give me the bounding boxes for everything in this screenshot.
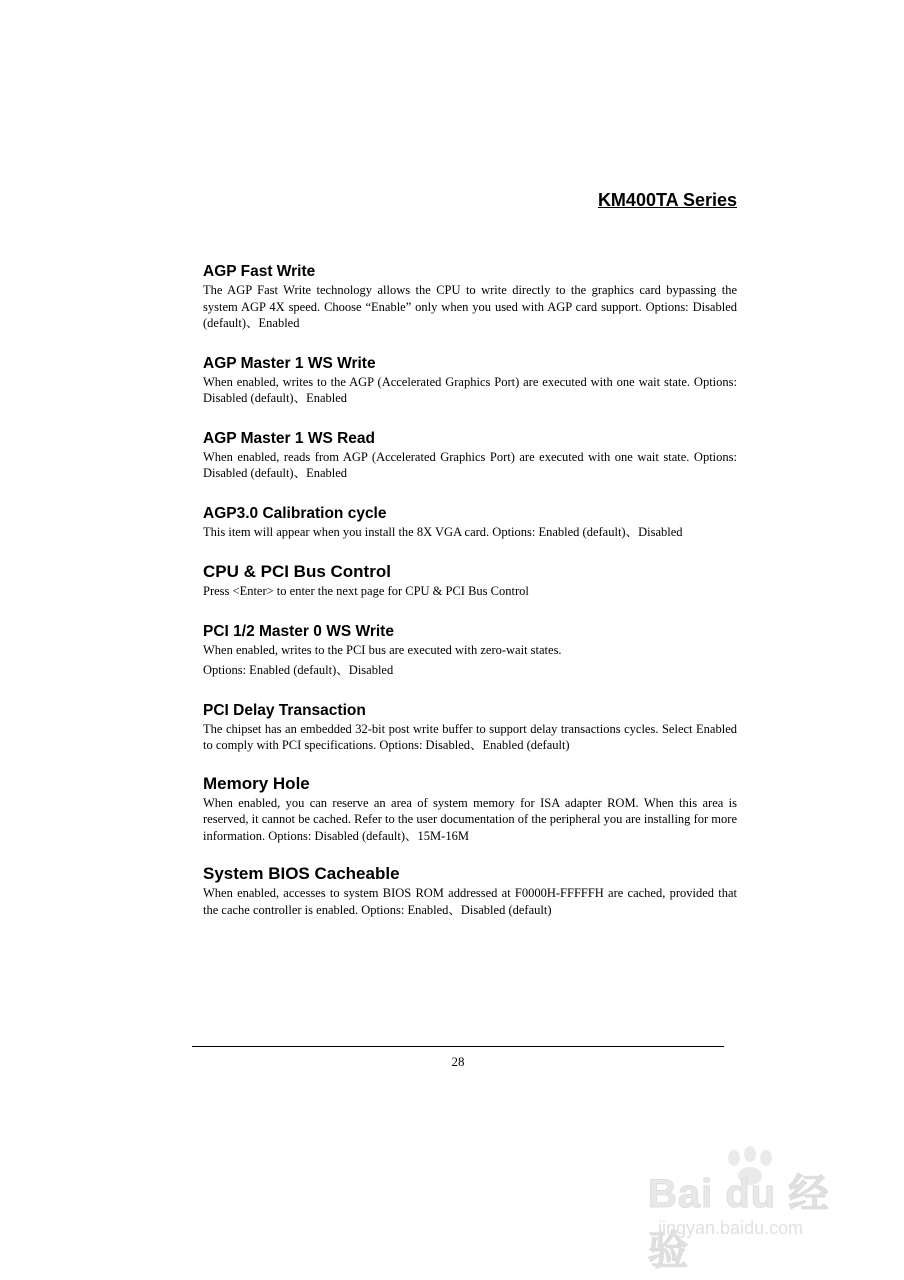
section-text: This item will appear when you install the 8X VGA card. Options: Enabled (default)、Disabled xyxy=(203,524,683,539)
section-text: Options: Enabled (default)、Disabled xyxy=(203,663,394,677)
section-pci-delay-transaction xyxy=(203,701,737,754)
watermark-url-text: jingyan.baidu.com xyxy=(658,1218,804,1238)
section-system-bios-cacheable xyxy=(203,864,737,918)
section-agp3-calibration-cycle xyxy=(203,504,737,541)
section-cpu-pci-bus-control xyxy=(203,562,737,600)
section-text: When enabled, writes to the PCI bus are executed with zero-wait states. xyxy=(203,642,562,657)
section-agp-fast-write xyxy=(203,262,737,332)
footer-divider xyxy=(192,1046,724,1047)
section-text: When enabled, writes to the AGP (Accelerated Graphics Port) are executed with one wait state. Options: Disabled (default)、Enabled xyxy=(203,374,737,405)
watermark-logo-text: Bai du 经验 xyxy=(648,1172,830,1273)
section-heading: AGP3.0 Calibration cycle xyxy=(203,504,387,522)
series-title: KM400TA Series xyxy=(597,190,737,210)
section-text: When enabled, you can reserve an area of system memory for ISA adapter ROM. When this area is reserved, it cannot be cached. Refer to the user documentation of the peripheral you are installing for more information. Options: Disabled (default)、15M-16M xyxy=(203,795,737,843)
section-agp-master-1-ws-read xyxy=(203,429,737,482)
section-heading: AGP Fast Write xyxy=(203,263,316,280)
section-memory-hole xyxy=(203,774,737,845)
document-body xyxy=(203,262,737,918)
section-heading: PCI Delay Transaction xyxy=(203,701,366,719)
section-heading: CPU & PCI Bus Control xyxy=(203,562,391,581)
section-heading: PCI 1/2 Master 0 WS Write xyxy=(203,622,394,640)
section-pci-master-0-ws-write xyxy=(203,622,737,679)
section-text: The AGP Fast Write technology allows the CPU to write directly to the graphics card bypassing the system AGP 4X speed. Choose “Enable” only when you used with AGP card support. Options: Disabled (default)、Enabled xyxy=(203,283,737,330)
baidu-watermark xyxy=(640,1140,860,1273)
section-text: Press <Enter> to enter the next page for CPU & PCI Bus Control xyxy=(203,584,529,598)
section-text: When enabled, accesses to system BIOS ROM addressed at F0000H-FFFFFH are cached, provided that the cache controller is enabled. Options: Enabled、Disabled (default) xyxy=(203,886,737,917)
section-text: The chipset has an embedded 32-bit post write buffer to support delay transactions cycles. Select Enabled to comply with PCI specifications. Options: Disabled、Enabled (default) xyxy=(203,721,737,752)
section-heading: AGP Master 1 WS Read xyxy=(203,429,375,447)
section-heading: Memory Hole xyxy=(203,773,310,793)
page-number: 28 xyxy=(451,1054,465,1069)
section-agp-master-1-ws-write xyxy=(203,354,737,407)
section-text: When enabled, reads from AGP (Accelerated Graphics Port) are executed with one wait state. Options: Disabled (default)、Enabled xyxy=(203,449,737,480)
section-heading: AGP Master 1 WS Write xyxy=(203,354,376,372)
section-heading: System BIOS Cacheable xyxy=(203,864,400,883)
